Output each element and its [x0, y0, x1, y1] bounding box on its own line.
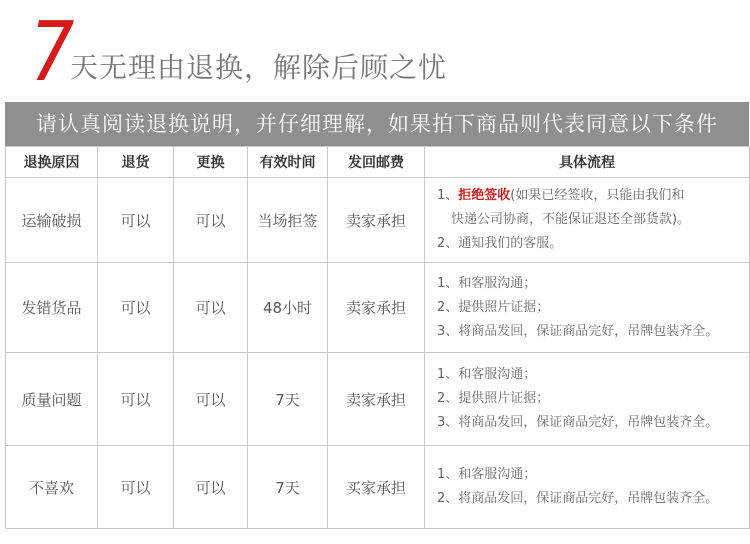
cell-exchange: 可以 [174, 263, 248, 353]
process-step: 1、和客服沟通； [437, 367, 537, 382]
page-title: 天无理由退换，解除后顾之忧 [70, 51, 448, 84]
table-row [6, 353, 750, 446]
step-number: 1、 [437, 188, 459, 203]
table-row [6, 178, 750, 263]
cell-valid-time: 7天 [248, 353, 328, 446]
process-step: 1、和客服沟通； [437, 275, 537, 291]
table-row [6, 446, 750, 529]
cell-process [425, 263, 750, 353]
cell-exchange: 可以 [174, 446, 248, 529]
process-step: 2、将商品发回，保证商品完好，吊牌包装齐全。 [437, 491, 719, 506]
cell-return: 可以 [98, 178, 174, 263]
header-reason: 退换原因 [6, 147, 98, 178]
page-header [0, 0, 750, 100]
cell-process [425, 446, 750, 529]
header-shipping-fee: 发回邮费 [328, 147, 425, 178]
cell-valid-time: 当场拒签 [248, 178, 328, 263]
notice-banner: 请认真阅读退换说明，并仔细理解，如果拍下商品则代表同意以下条件 [5, 102, 749, 146]
header-return: 退货 [98, 147, 174, 178]
process-step: 2、通知我们的客服。 [437, 236, 563, 251]
header-exchange: 更换 [174, 147, 248, 178]
process-step [437, 184, 749, 208]
cell-shipping-fee: 买家承担 [328, 446, 425, 529]
cell-process [425, 178, 750, 263]
header-valid-time: 有效时间 [248, 147, 328, 178]
process-step-continued: 快递公司协商，不能保证退还全部货款)。 [451, 212, 691, 227]
table-header-row [6, 147, 750, 178]
cell-valid-time: 7天 [248, 446, 328, 529]
cell-reason: 不喜欢 [6, 446, 98, 529]
cell-process [425, 353, 750, 446]
cell-return: 可以 [98, 353, 174, 446]
process-step: 1、和客服沟通； [437, 467, 537, 482]
cell-return: 可以 [98, 263, 174, 353]
step-text: (如果已经签收，只能由我们和 [510, 188, 685, 203]
process-step: 3、将商品发回，保证商品完好，吊牌包装齐全。 [437, 415, 719, 430]
refuse-signature-highlight: 拒绝签收 [458, 188, 511, 203]
header-process: 具体流程 [425, 147, 750, 178]
process-step: 2、提供照片证据； [437, 299, 550, 315]
cell-shipping-fee: 卖家承担 [328, 178, 425, 263]
cell-exchange: 可以 [174, 178, 248, 263]
cell-exchange: 可以 [174, 353, 248, 446]
process-step: 2、提供照片证据； [437, 391, 550, 406]
cell-reason: 发错货品 [6, 263, 98, 353]
cell-return: 可以 [98, 446, 174, 529]
cell-reason: 运输破损 [6, 178, 98, 263]
cell-shipping-fee: 卖家承担 [328, 353, 425, 446]
cell-reason: 质量问题 [6, 353, 98, 446]
cell-valid-time: 48小时 [248, 263, 328, 353]
process-step: 3、将商品发回，保证商品完好，吊牌包装齐全。 [437, 323, 719, 339]
cell-shipping-fee: 卖家承担 [328, 263, 425, 353]
table-row [6, 263, 750, 353]
return-policy-table [5, 146, 750, 529]
seven-day-number: 7 [30, 5, 75, 100]
